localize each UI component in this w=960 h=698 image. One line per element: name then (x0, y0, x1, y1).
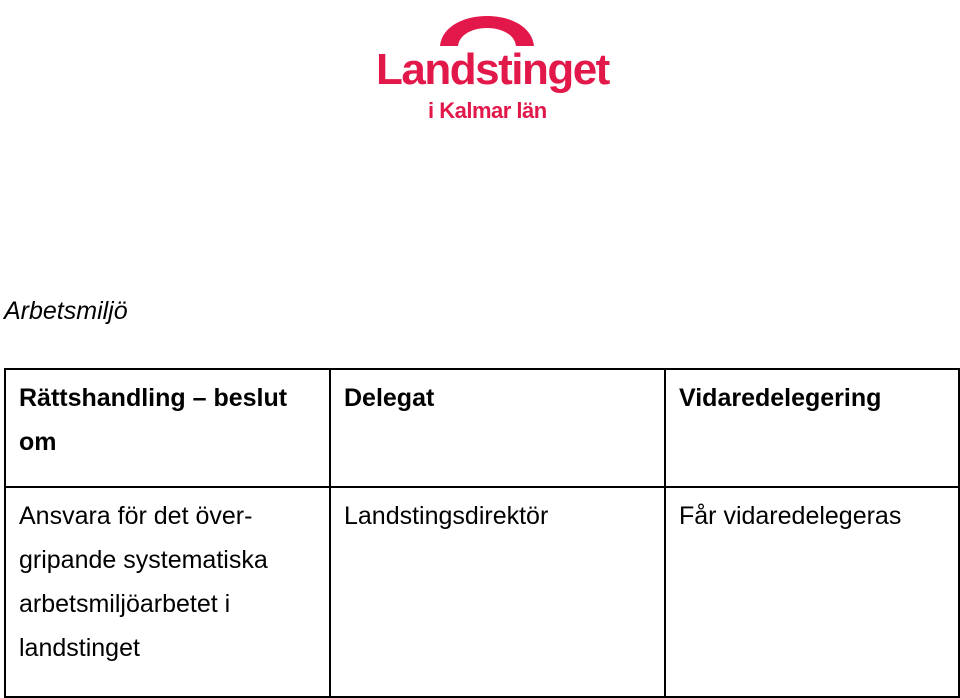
table-header-row (5, 369, 959, 487)
delegation-table (4, 368, 960, 698)
logo-wordmark: Landstinget (376, 45, 609, 94)
logo-subline: i Kalmar län (428, 98, 547, 123)
table-row (5, 487, 959, 697)
cell-rattshandling: Ansvara för det över-gripande systematiska arbetsmiljöarbetet i landstinget (5, 487, 330, 697)
arch-shape (440, 16, 534, 46)
header-vidaredelegering: Vidaredelegering (665, 369, 959, 487)
cell-vidaredelegering: Får vidaredelegeras (665, 487, 959, 697)
landstinget-logo (370, 0, 609, 130)
cell-delegat: Landstingsdirektör (330, 487, 665, 697)
header-delegat: Delegat (330, 369, 665, 487)
section-title: Arbetsmiljö (4, 297, 128, 325)
header-rattshandling: Rättshandling – beslut om (5, 369, 330, 487)
